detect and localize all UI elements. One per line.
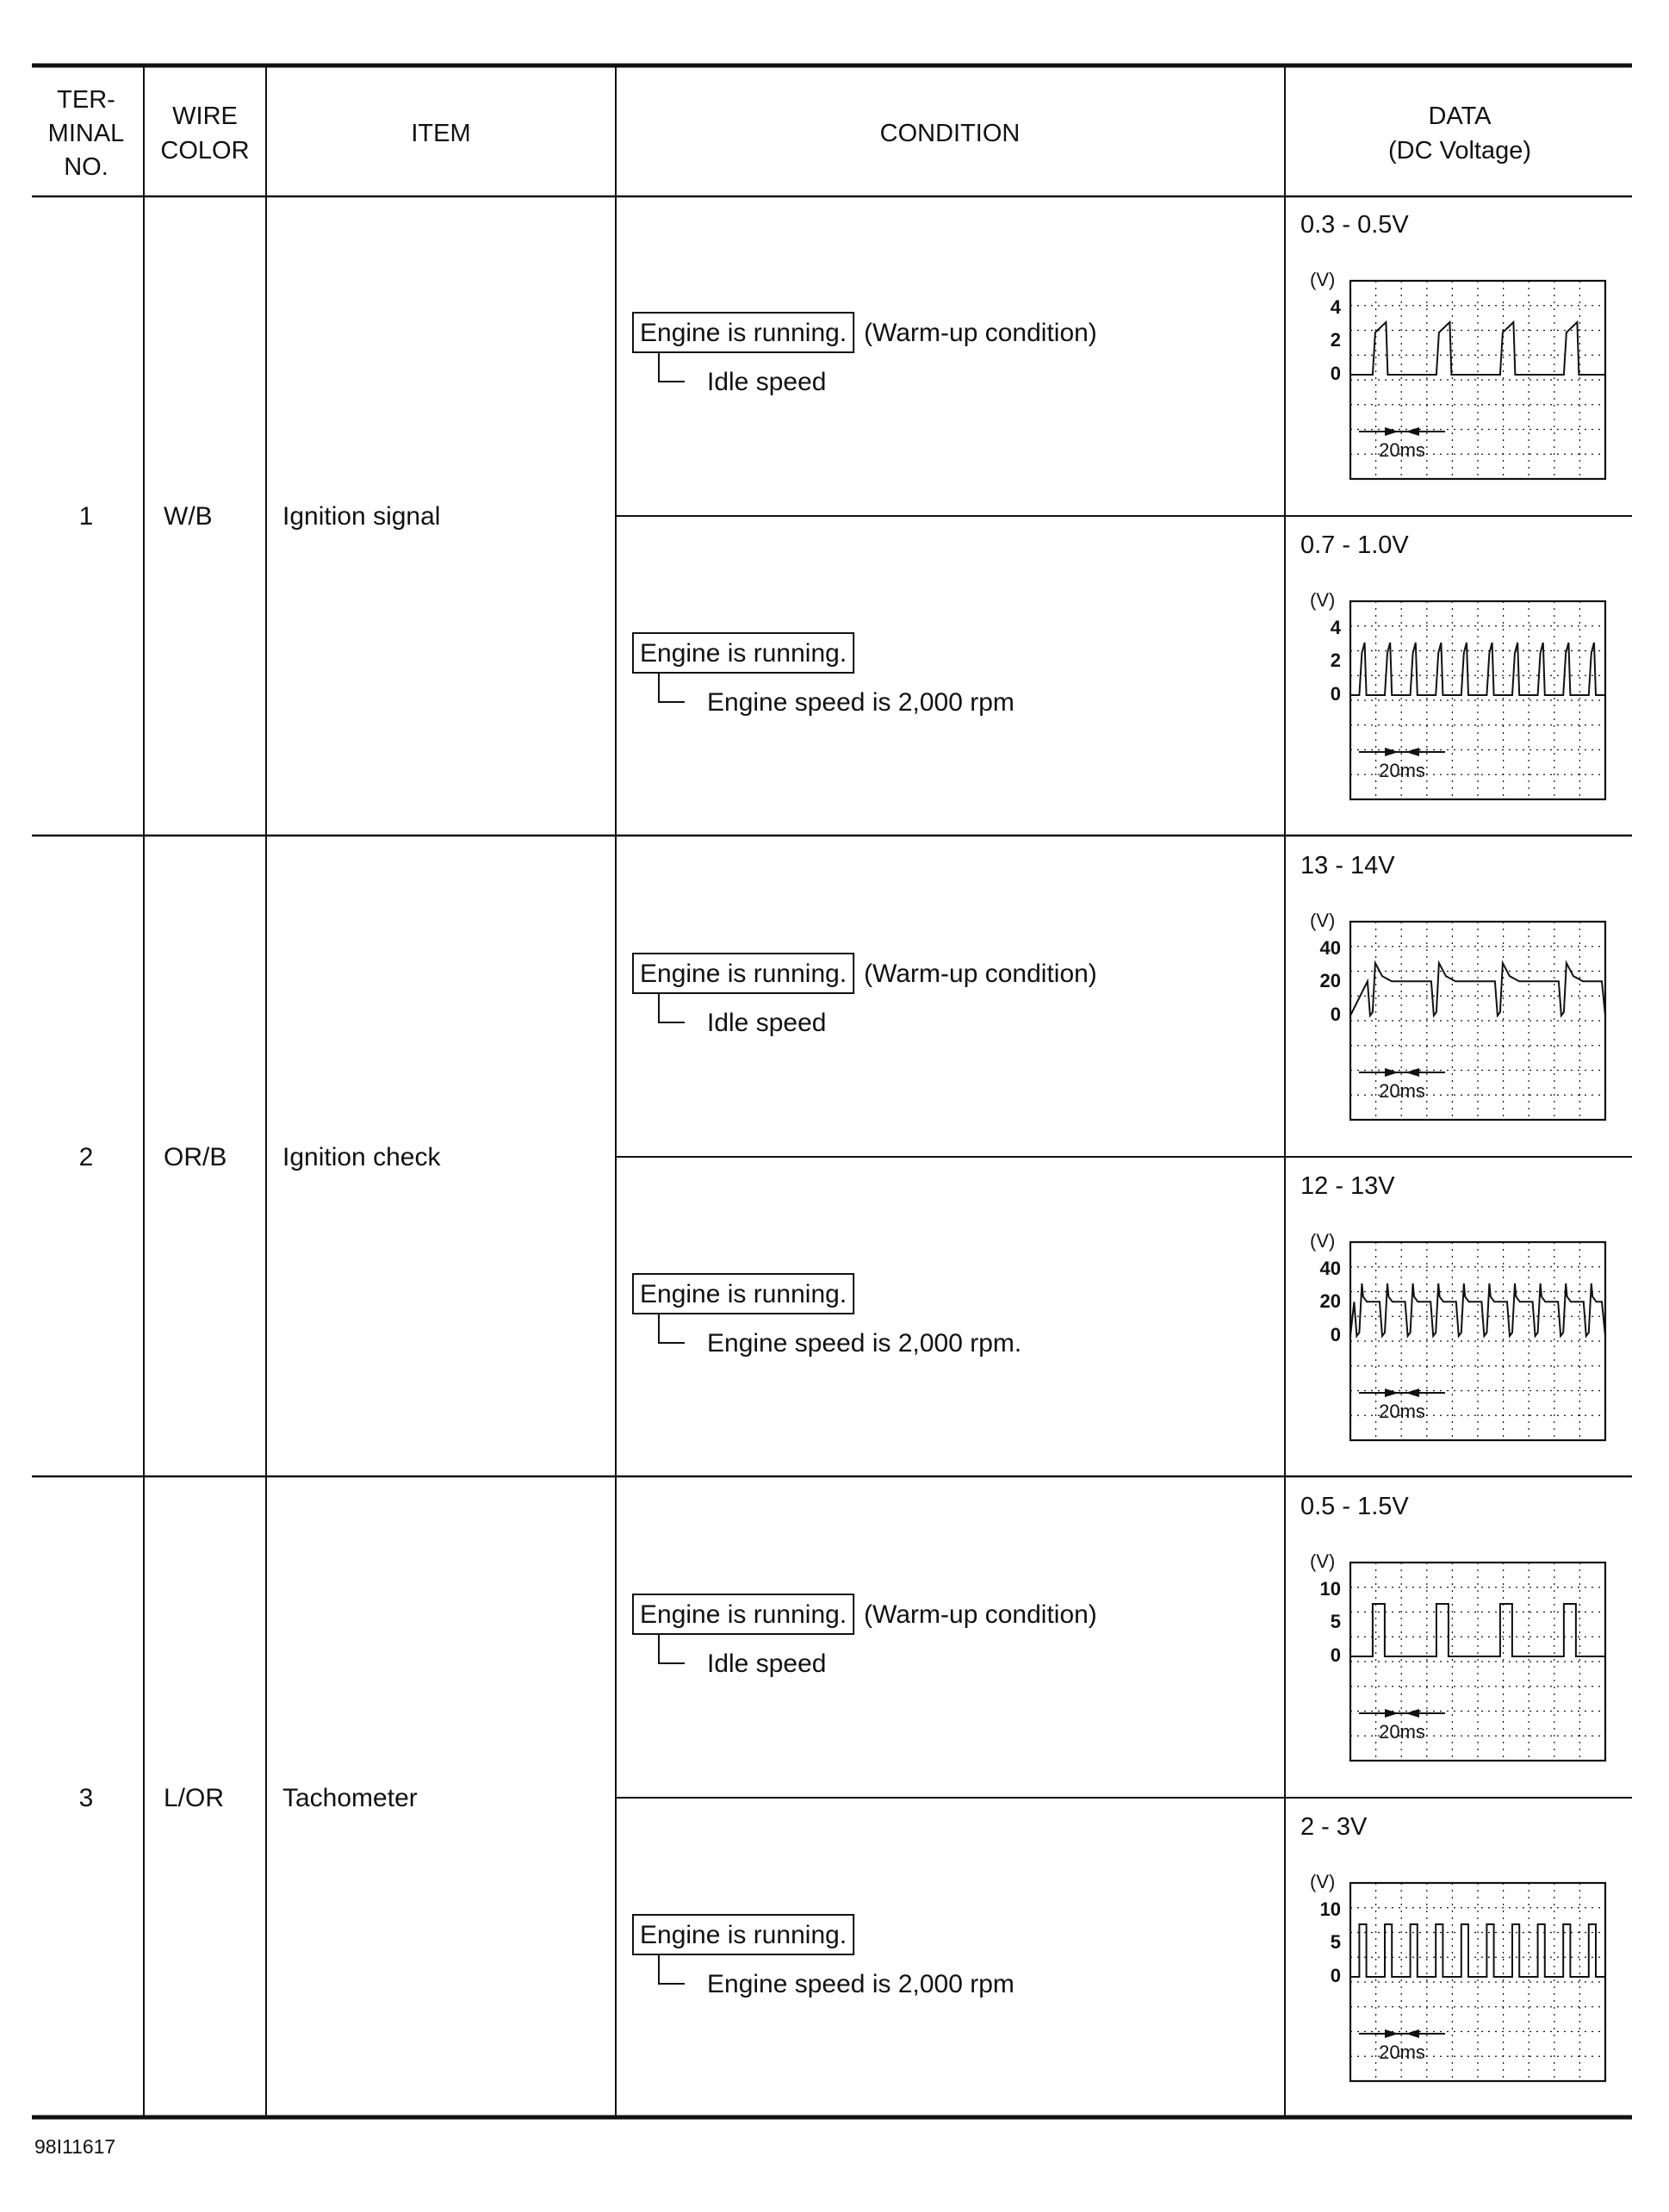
time-marker-arrow bbox=[1405, 748, 1419, 756]
scope-tick-label: 5 bbox=[1330, 1611, 1341, 1632]
scope-tick-label: 4 bbox=[1330, 617, 1341, 638]
scope-tick-label: 0 bbox=[1330, 363, 1341, 384]
condition-boxed-text: Engine is running. bbox=[640, 1600, 847, 1629]
header-wire-color-line2: COLOR bbox=[160, 137, 250, 165]
header-condition: CONDITION bbox=[879, 120, 1021, 147]
header-wire-color-line1: WIRE bbox=[172, 103, 238, 130]
scope-tick-label: 10 bbox=[1319, 1578, 1341, 1600]
condition-boxed-text: Engine is running. bbox=[640, 1280, 847, 1308]
voltage-range: 0.5 - 1.5V bbox=[1300, 1493, 1409, 1520]
condition-bracket bbox=[659, 673, 685, 702]
time-marker-arrow bbox=[1405, 1068, 1419, 1077]
header-terminal-line2: MINAL bbox=[47, 120, 125, 147]
condition-bracket bbox=[659, 993, 685, 1022]
voltage-range: 13 - 14V bbox=[1300, 852, 1395, 879]
condition-cell bbox=[633, 211, 1605, 479]
condition-cell bbox=[633, 1813, 1605, 2081]
scope-tick-label: 20 bbox=[1319, 970, 1341, 991]
oscilloscope bbox=[1310, 269, 1605, 479]
time-marker-arrow bbox=[1385, 1389, 1399, 1397]
condition-boxed-text: Engine is running. bbox=[640, 1921, 847, 1949]
scope-time-label: 20ms bbox=[1379, 2041, 1425, 2063]
scope-time-label: 20ms bbox=[1379, 760, 1425, 781]
condition-note: (Warm-up condition) bbox=[864, 319, 1097, 347]
table-header bbox=[48, 86, 1531, 181]
terminal-number: 3 bbox=[78, 1784, 94, 1812]
condition-cell bbox=[633, 531, 1605, 799]
scope-unit-label: (V) bbox=[1310, 1871, 1336, 1892]
condition-cell bbox=[633, 1493, 1605, 1761]
condition-cell bbox=[633, 852, 1605, 1120]
header-item: ITEM bbox=[411, 120, 471, 147]
scope-time-label: 20ms bbox=[1379, 439, 1425, 461]
time-marker-arrow bbox=[1385, 1068, 1399, 1077]
condition-boxed-text: Engine is running. bbox=[640, 639, 847, 668]
time-marker-arrow bbox=[1385, 2029, 1399, 2038]
oscilloscope bbox=[1310, 910, 1605, 1120]
oscilloscope bbox=[1310, 1230, 1605, 1440]
scope-unit-label: (V) bbox=[1310, 910, 1336, 931]
condition-bracket bbox=[659, 1954, 685, 1984]
terminal-number: 1 bbox=[78, 502, 94, 531]
scope-tick-label: 0 bbox=[1330, 1324, 1341, 1345]
terminal-number: 2 bbox=[78, 1143, 94, 1171]
table-row bbox=[79, 502, 441, 531]
header-terminal-line3: NO. bbox=[64, 153, 109, 181]
scope-time-label: 20ms bbox=[1379, 1080, 1425, 1102]
condition-sub: Engine speed is 2,000 rpm. bbox=[707, 1329, 1022, 1358]
condition-bracket bbox=[659, 1314, 685, 1343]
header-data-line1: DATA bbox=[1428, 103, 1492, 130]
condition-sub: Idle speed bbox=[707, 368, 827, 396]
item-name: Ignition check bbox=[282, 1143, 441, 1171]
condition-boxed-text: Engine is running. bbox=[640, 319, 847, 347]
scope-unit-label: (V) bbox=[1310, 269, 1336, 290]
scope-tick-label: 2 bbox=[1330, 649, 1341, 671]
scope-time-label: 20ms bbox=[1379, 1401, 1425, 1422]
condition-sub: Idle speed bbox=[707, 1009, 827, 1037]
scope-time-label: 20ms bbox=[1379, 1721, 1425, 1743]
voltage-range: 12 - 13V bbox=[1300, 1172, 1395, 1200]
voltage-range: 2 - 3V bbox=[1300, 1813, 1368, 1841]
scope-tick-label: 10 bbox=[1319, 1898, 1341, 1920]
condition-sub: Engine speed is 2,000 rpm bbox=[707, 1970, 1014, 1998]
wire-color: OR/B bbox=[164, 1143, 227, 1171]
time-marker-arrow bbox=[1405, 427, 1419, 436]
scope-unit-label: (V) bbox=[1310, 1550, 1336, 1572]
oscilloscope bbox=[1310, 1871, 1605, 2081]
scope-tick-label: 0 bbox=[1330, 1965, 1341, 1986]
scope-unit-label: (V) bbox=[1310, 589, 1336, 611]
condition-sub: Engine speed is 2,000 rpm bbox=[707, 688, 1014, 717]
scope-tick-label: 0 bbox=[1330, 1644, 1341, 1666]
scope-tick-label: 0 bbox=[1330, 683, 1341, 705]
condition-boxed-text: Engine is running. bbox=[640, 960, 847, 988]
time-marker-arrow bbox=[1405, 1709, 1419, 1718]
scope-unit-label: (V) bbox=[1310, 1230, 1336, 1252]
table-row bbox=[79, 1784, 418, 1812]
item-name: Tachometer bbox=[282, 1784, 418, 1812]
scope-tick-label: 40 bbox=[1319, 1258, 1341, 1279]
time-marker-arrow bbox=[1405, 2029, 1419, 2038]
voltage-range: 0.3 - 0.5V bbox=[1300, 211, 1409, 239]
condition-bracket bbox=[659, 1634, 685, 1663]
scope-tick-label: 20 bbox=[1319, 1290, 1341, 1312]
condition-cell bbox=[633, 1172, 1605, 1440]
condition-note: (Warm-up condition) bbox=[864, 1600, 1097, 1629]
oscilloscope bbox=[1310, 589, 1605, 799]
condition-bracket bbox=[659, 352, 685, 382]
time-marker-arrow bbox=[1385, 1709, 1399, 1718]
scope-tick-label: 2 bbox=[1330, 329, 1341, 351]
time-marker-arrow bbox=[1385, 427, 1399, 436]
condition-data-cells bbox=[633, 211, 1605, 2081]
wire-color: L/OR bbox=[164, 1784, 225, 1812]
time-marker-arrow bbox=[1405, 1389, 1419, 1397]
wire-color: W/B bbox=[164, 502, 213, 531]
scope-tick-label: 40 bbox=[1319, 937, 1341, 959]
header-data-line2: (DC Voltage) bbox=[1387, 137, 1532, 165]
scope-tick-label: 4 bbox=[1330, 296, 1341, 318]
header-terminal-line1: TER- bbox=[57, 86, 115, 114]
table-row bbox=[79, 1143, 442, 1171]
time-marker-arrow bbox=[1385, 748, 1399, 756]
oscilloscope bbox=[1310, 1550, 1605, 1761]
condition-sub: Idle speed bbox=[707, 1650, 827, 1678]
voltage-range: 0.7 - 1.0V bbox=[1300, 531, 1409, 559]
scope-tick-label: 0 bbox=[1330, 1003, 1341, 1025]
scope-tick-label: 5 bbox=[1330, 1931, 1341, 1953]
item-name: Ignition signal bbox=[282, 502, 441, 531]
figure-code: 98I11617 bbox=[34, 2135, 116, 2158]
condition-note: (Warm-up condition) bbox=[864, 960, 1097, 988]
